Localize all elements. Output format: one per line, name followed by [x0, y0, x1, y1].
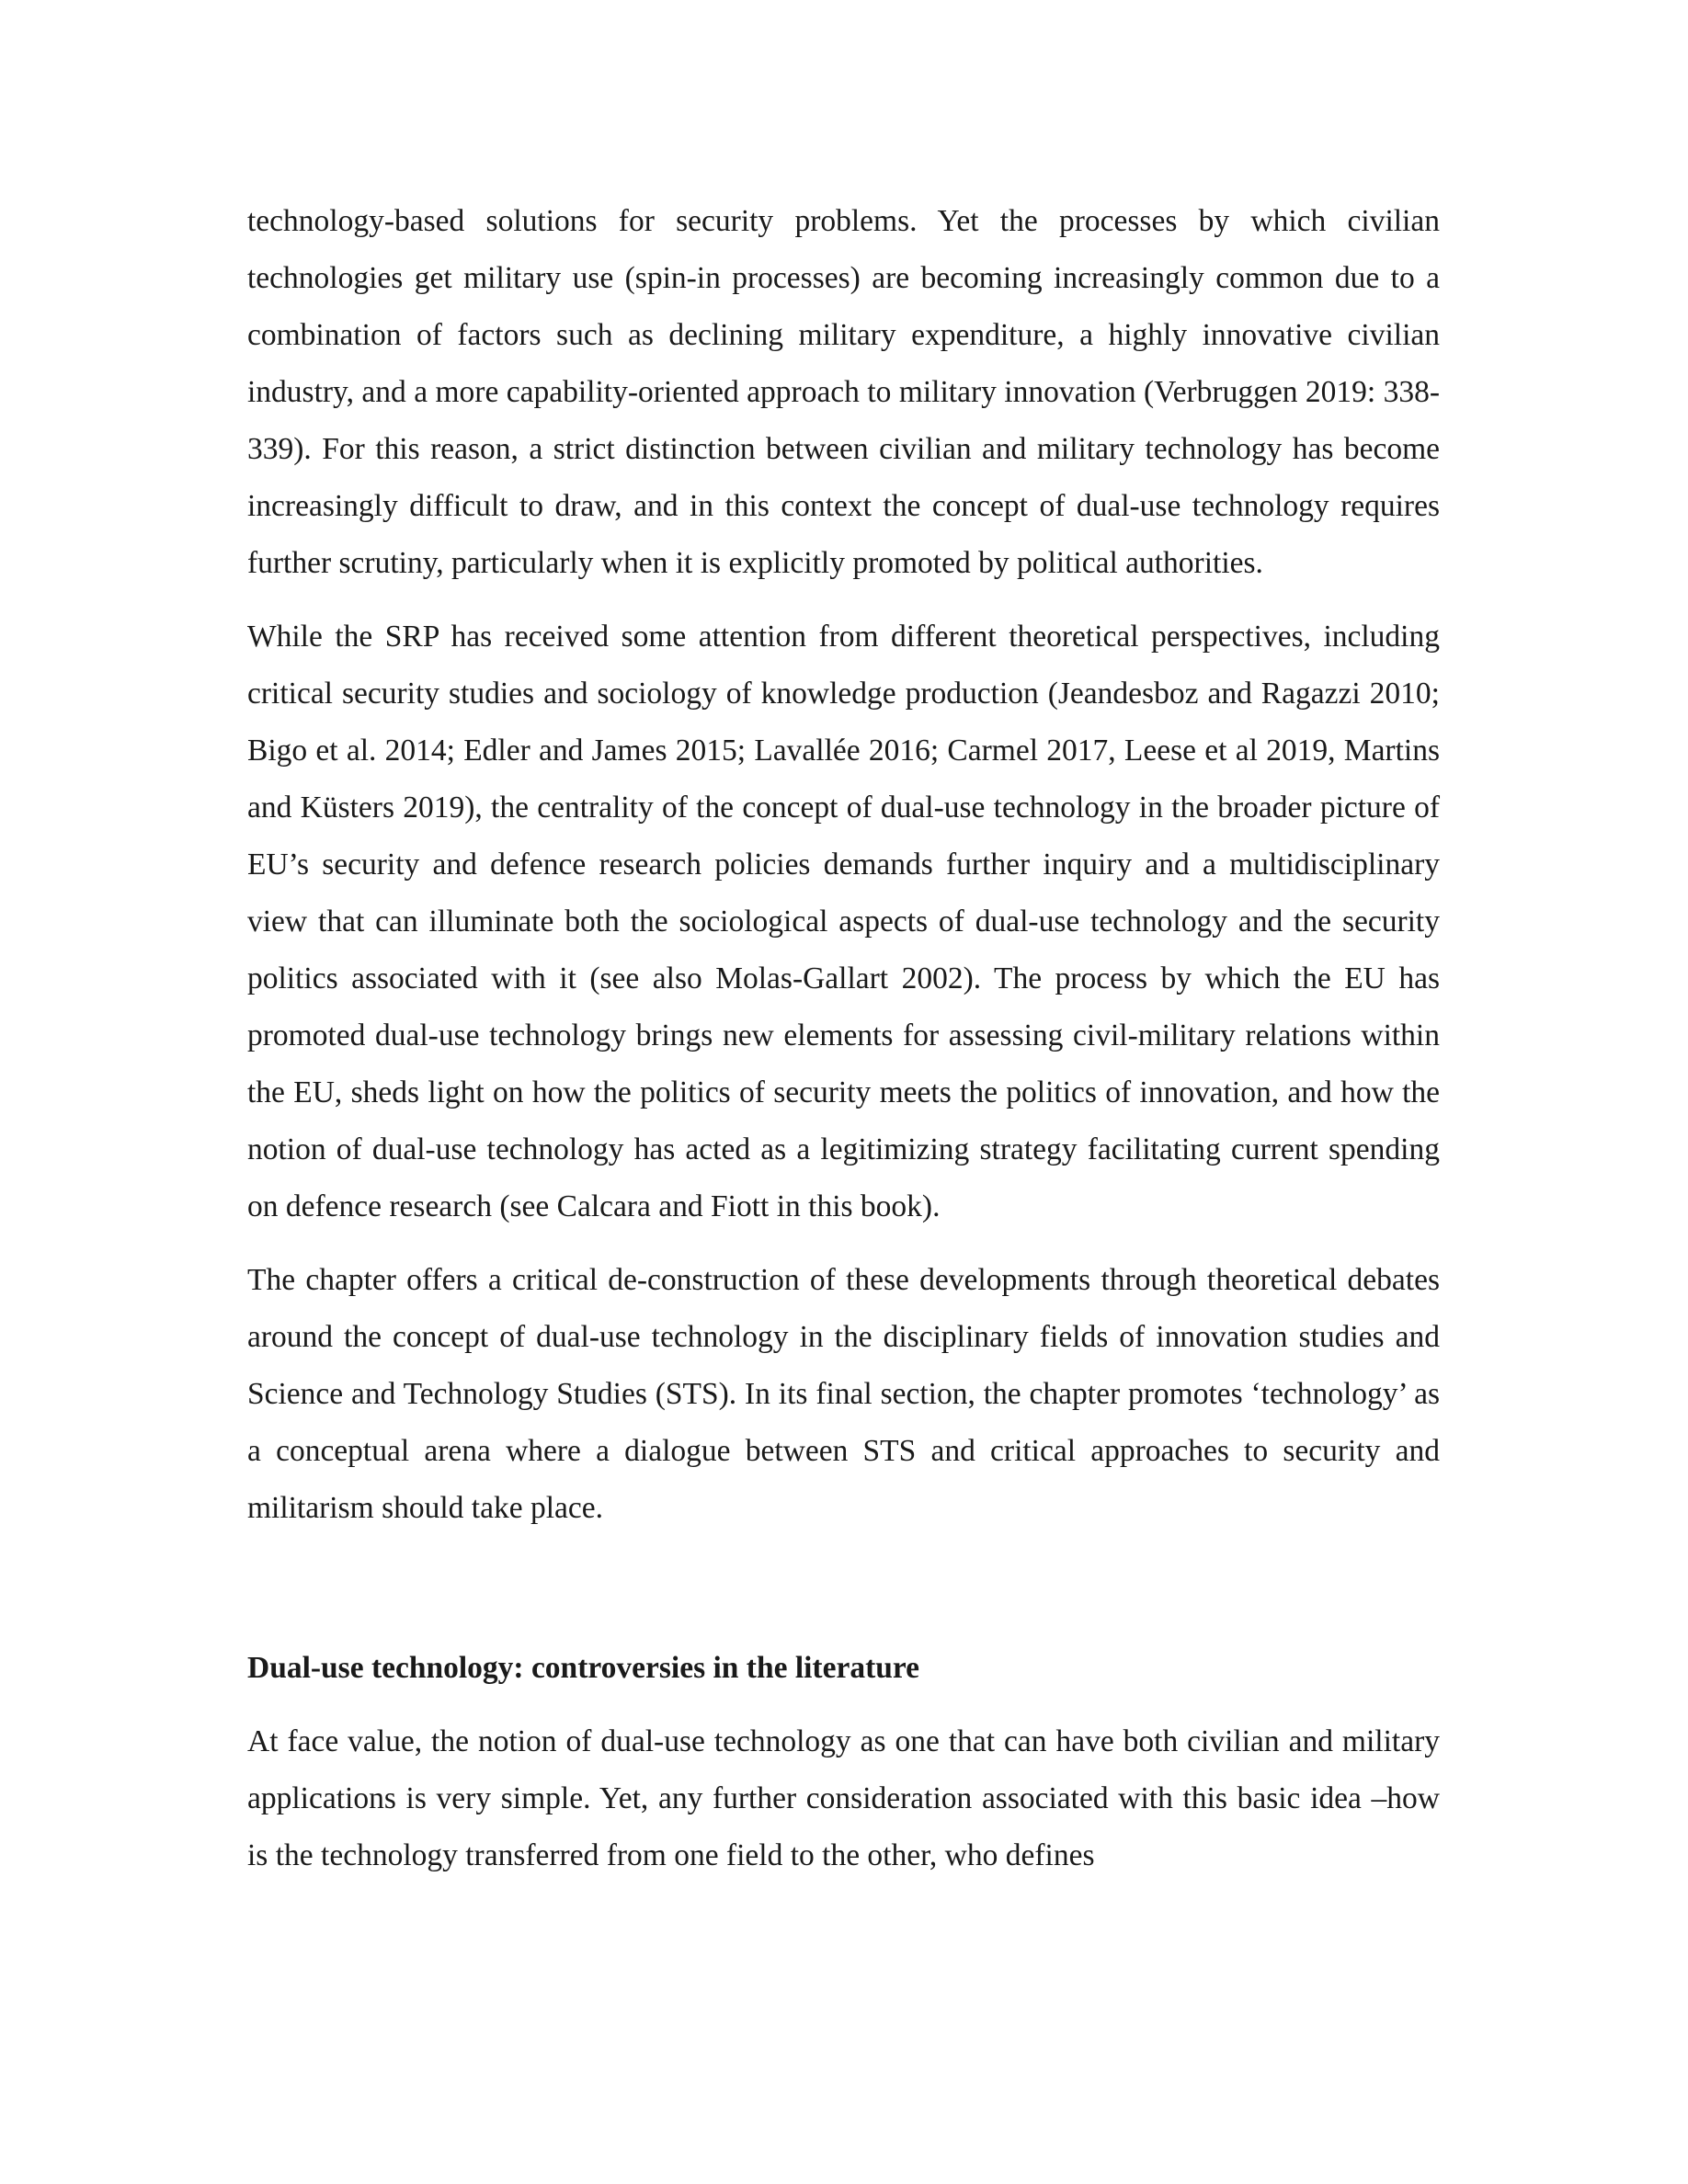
document-page: [247, 193, 1440, 1901]
body-paragraph-1: technology-based solutions for security problems. Yet the processes by which civilian technologies get military use (spin-in processes) are becoming increasingly common due to a combination of factors such as declining military expenditure, a highly innovative civilian industry, and a more capability-oriented approach to military innovation (Verbruggen 2019: 338-339). For this reason, a strict distinction between civilian and military technology has become increasingly difficult to draw, and in this context the concept of dual-use technology requires further scrutiny, particularly when it is explicitly promoted by political authorities.: [247, 204, 1440, 580]
section-heading: Dual-use technology: controversies in the literature: [247, 1651, 919, 1685]
section-paragraph: At face value, the notion of dual-use technology as one that can have both civilian and military applications is very simple. Yet, any further consideration associated with this basic idea –how is the technology transferred from one field to the other, who defines: [247, 1724, 1440, 1872]
body-paragraph-2: While the SRP has received some attention from different theoretical perspectives, including critical security studies and sociology of knowledge production (Jeandesboz and Ragazzi 2010; Bigo et al. 2014; Edler and James 2015; Lavallée 2016; Carmel 2017, Leese et al 2019, Martins and Küsters 2019), the centrality of the concept of dual-use technology in the broader picture of EU’s security and defence research policies demands further inquiry and a multidisciplinary view that can illuminate both the sociological aspects of dual-use technology and the security politics associated with it (see also Molas-Gallart 2002). The process by which the EU has promoted dual-use technology brings new elements for assessing civil-military relations within the EU, sheds light on how the politics of security meets the politics of innovation, and how the notion of dual-use technology has acted as a legitimizing strategy facilitating current spending on defence research (see Calcara and Fiott in this book).: [247, 620, 1440, 1223]
body-paragraph-3: The chapter offers a critical de-construction of these developments through theoretical debates around the concept of dual-use technology in the disciplinary fields of innovation studies and Science and Technology Studies (STS). In its final section, the chapter promotes ‘technology’ as a conceptual arena where a dialogue between STS and critical approaches to security and militarism should take place.: [247, 1263, 1440, 1525]
